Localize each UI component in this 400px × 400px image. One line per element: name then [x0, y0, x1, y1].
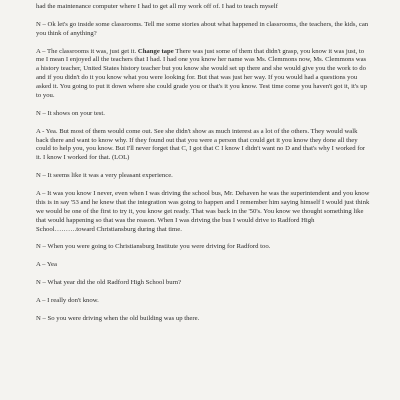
transcript-paragraph: N – So you were driving when the old building was up there.	[36, 314, 200, 322]
transcript-body	[36, 3, 370, 332]
transcript-paragraph: A – Yea	[36, 261, 57, 269]
transcript-paragraph: had the maintenance computer where I had to get all my work off of. I had to teach myself	[36, 3, 278, 10]
transcript-paragraph: A – I really don't know.	[36, 296, 99, 304]
answer-text: A – The classrooms it was, just get it.	[36, 47, 137, 55]
transcript-paragraph	[36, 48, 370, 101]
transcript-paragraph: N – What year did the old Radford High School burn?	[36, 278, 182, 286]
change-tape-note: Change tape	[137, 47, 174, 55]
transcript-paragraph: N – When you were going to Christiansburg Institute you were driving for Radford too.	[36, 243, 271, 251]
transcript-paragraph: A - Yea. But most of them would come out. See she didn't show as much interest as a lot of the others. They would walk back there and want to know why. If they found out that you were a person that could get it you know they done all they could to help you, you know. But I'll never forget that C, I got that C I know I didn't want no D and that's why I worked for it. I know I worked for that. (LOL)	[36, 127, 366, 162]
transcript-paragraph: N – It seems like it was a very pleasant experience.	[36, 172, 173, 180]
transcript-paragraph: A – It was you know I never, even when I was driving the school bus, Mr. Dehaven he was the superintendent and you know this is in say '53 and he knew that the integration was going to happen and I remember him saying himself I would just think we would be one of the first to try it, you know get ready. That was back in the '50's. You know we thought something like that would happening so that was the reason. When I was driving the bus I would drive to Radford High School……….toward Christiansburg during that time.	[36, 189, 370, 233]
answer-text: There was just some of them that didn't grasp, you know it was just, to me I mean I enjoyed all the teachers that I had. I had one you know her name was Ms. Clemmons now, Ms. Clemmons was a history teacher, United States history teacher but you know she would set up there and she would give you the work to do and if you didn't do it you know what you were looking for. But that was just her way. If you would had a questions you asked it. You going to put it down where she could grade you or that's it you know. Test time come you haven't got it, it's up to you.	[36, 47, 367, 100]
transcript-paragraph: N – Ok let's go inside some classrooms. Tell me some stories about what happened in classrooms, the teachers, the kids, can you think of anything?	[36, 20, 369, 37]
transcript-paragraph: N – It shows on your test.	[36, 109, 105, 117]
